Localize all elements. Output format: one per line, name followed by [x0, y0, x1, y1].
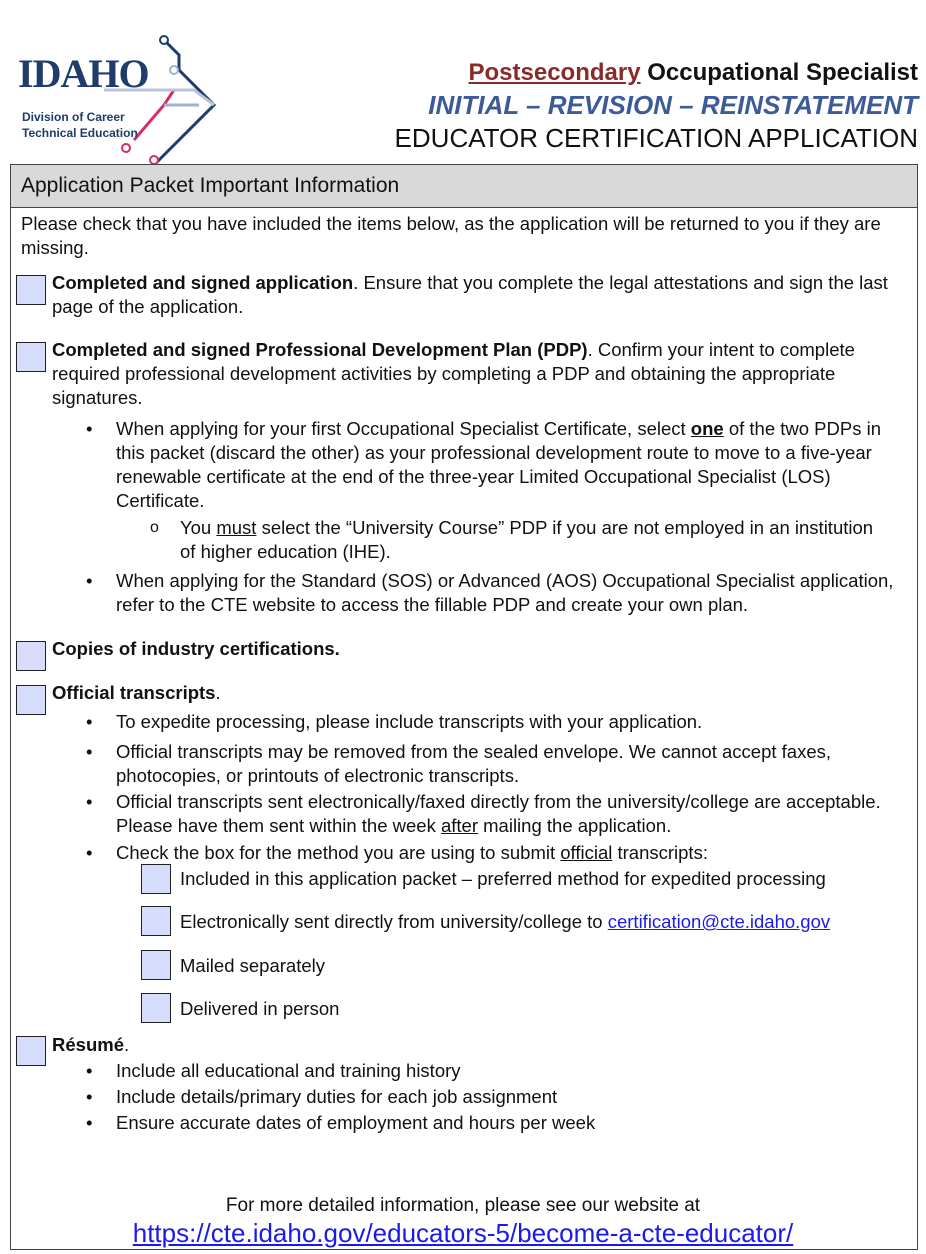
certification-email-link[interactable]: certification@cte.idaho.gov — [607, 911, 831, 932]
document-title — [395, 58, 918, 154]
checkbox-method-electronic[interactable] — [141, 906, 171, 936]
item-pdp-text: . Confirm your intent to complete required professional development activities by completing a PDP and obtaining the appropriate signatures. — [52, 339, 855, 408]
item-resume: Résumé. — [52, 1034, 130, 1055]
item-transcripts: Official transcripts. — [52, 682, 221, 703]
checkbox-transcripts[interactable] — [16, 685, 46, 715]
checkbox-application[interactable] — [16, 275, 46, 305]
item-certifications: Copies of industry certifications. — [52, 638, 340, 659]
transcripts-bullet-sealed: • Official transcripts may be removed from the sealed envelope. We cannot accept faxes, photocopies, or printouts of electronic transcripts. — [116, 740, 906, 788]
pdp-subbullet-university-course: o You must select the “University Course” PDP if you are not employed in an institution of higher education (IHE). — [180, 516, 880, 564]
item-application — [52, 271, 912, 319]
title-postsecondary: Postsecondary — [468, 59, 641, 86]
logo-division-line2: Technical Education — [22, 126, 138, 140]
cte-website-link[interactable]: https://cte.idaho.gov/educators-5/become-a-cte-educator/ — [132, 1218, 794, 1248]
logo-wordmark: IDAHO — [18, 51, 149, 96]
item-application-title: Completed and signed application — [52, 272, 354, 293]
resume-bullet-dates: • Ensure accurate dates of employment and hours per week — [116, 1111, 906, 1135]
logo-division-line1: Division of Career — [22, 110, 125, 124]
title-line1 — [395, 58, 918, 88]
item-resume-title: Résumé — [52, 1034, 124, 1055]
checkbox-method-in-person[interactable] — [141, 993, 171, 1023]
item-pdp-title: Completed and signed Professional Development Plan (PDP) — [52, 339, 588, 360]
method-in-person-label: Delivered in person — [180, 998, 340, 1019]
method-included-label: Included in this application packet – preferred method for expedited processing — [180, 868, 826, 889]
transcripts-bullet-method: • Check the box for the method you are using to submit official transcripts: — [116, 841, 906, 865]
checkbox-method-included[interactable] — [141, 864, 171, 894]
checkbox-certifications[interactable] — [16, 641, 46, 671]
checkbox-resume[interactable] — [16, 1036, 46, 1066]
intro-text: Please check that you have included the items below, as the application will be returned to you if they are missing. — [21, 213, 881, 258]
footer-text: For more detailed information, please see our website at — [225, 1195, 701, 1216]
method-mailed-label: Mailed separately — [180, 955, 325, 976]
footer-link-wrap — [0, 1218, 926, 1249]
title-line2: INITIAL – REVISION – REINSTATEMENT — [428, 90, 918, 120]
pdp-bullet-first-certificate: • When applying for your first Occupational Specialist Certificate, select one of the two PDPs in this packet (discard the other) as your professional development route to move to a five-year renewable certificate at the end of the three-year Limited Occupational Specialist (LOS) Certificate. — [116, 417, 906, 513]
resume-bullet-duties: • Include details/primary duties for each job assignment — [116, 1085, 906, 1109]
item-pdp — [52, 338, 902, 410]
title-occupational-specialist: Occupational Specialist — [640, 59, 918, 86]
item-application-text: . Ensure that you complete the legal attestations and sign the last page of the application. — [52, 272, 888, 317]
idaho-cte-logo — [14, 30, 244, 165]
transcripts-bullet-expedite: • To expedite processing, please include transcripts with your application. — [116, 710, 906, 734]
item-transcripts-title: Official transcripts — [52, 682, 216, 703]
checkbox-pdp[interactable] — [16, 342, 46, 372]
section-title: Application Packet Important Information — [11, 165, 917, 208]
title-line3: EDUCATOR CERTIFICATION APPLICATION — [394, 123, 918, 153]
checkbox-method-mailed[interactable] — [141, 950, 171, 980]
method-electronic-label: Electronically sent directly from university/college to certification@cte.idaho.gov — [180, 911, 831, 932]
pdp-bullet-standard-advanced: • When applying for the Standard (SOS) or Advanced (AOS) Occupational Specialist application, refer to the CTE website to access the fillable PDP and create your own plan. — [116, 569, 916, 617]
transcripts-bullet-electronic: • Official transcripts sent electronically/faxed directly from the university/college are acceptable. Please have them sent within the week after mailing the application. — [116, 790, 886, 838]
resume-bullet-history: • Include all educational and training history — [116, 1059, 906, 1083]
